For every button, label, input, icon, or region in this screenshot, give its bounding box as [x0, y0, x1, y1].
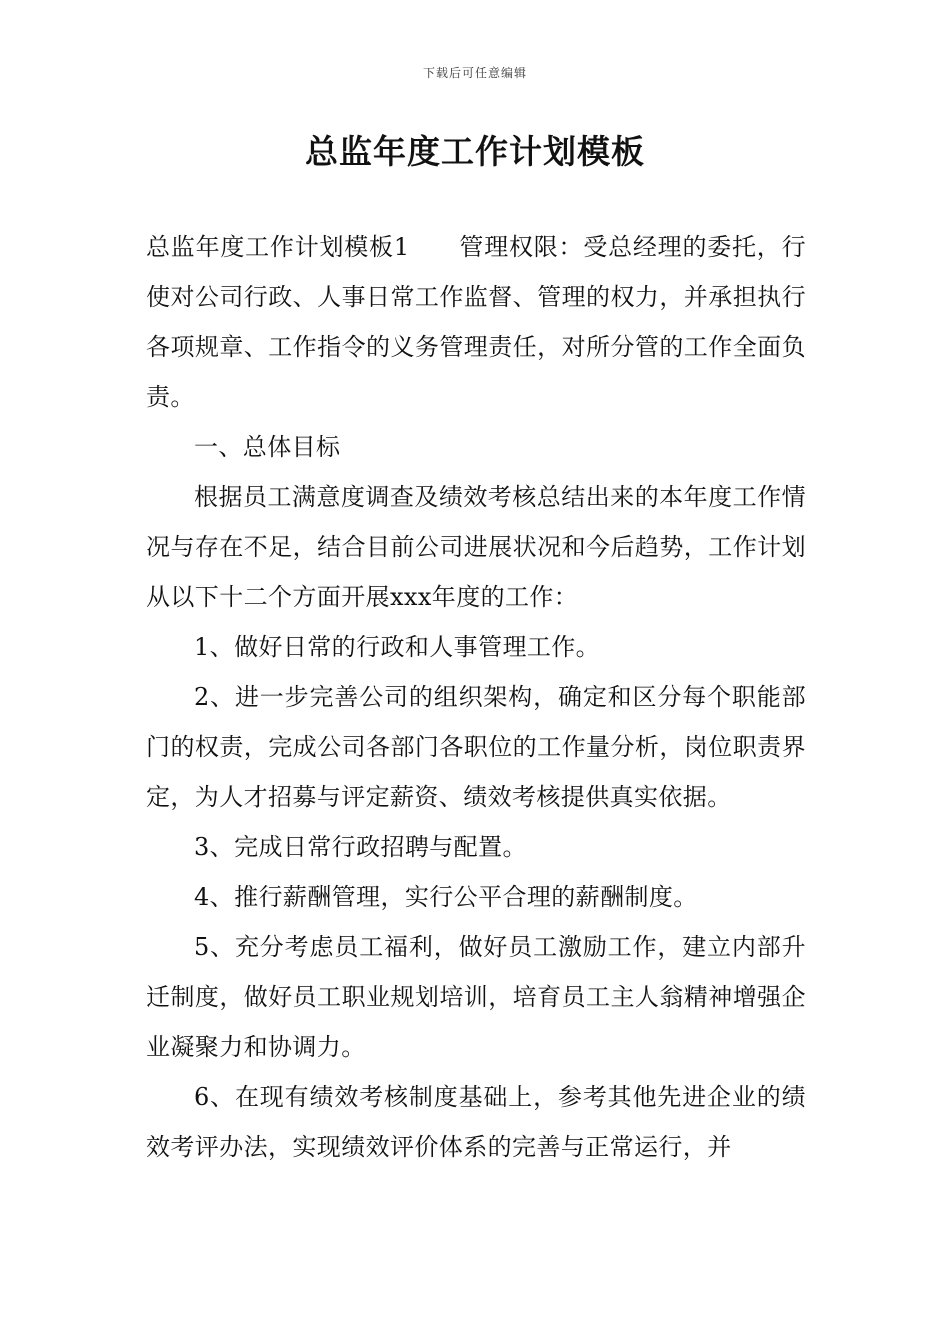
list-item: 4、推行薪酬管理，实行公平合理的薪酬制度。 [194, 883, 698, 911]
document-body [146, 222, 806, 1172]
list-item: 2、进一步完善公司的组织架构，确定和区分每个职能部门的权责，完成公司各部门各职位的工作量分析，岗位职责界定，为人才招募与评定薪资、绩效考核提供真实依据。 [146, 683, 806, 811]
list-item: 1、做好日常的行政和人事管理工作。 [194, 633, 601, 661]
paragraph: 根据员工满意度调查及绩效考核总结出来的本年度工作情况与存在不足，结合目前公司进展状况和今后趋势，工作计划从以下十二个方面开展xxx年度的工作： [146, 483, 806, 611]
paragraph: 总监年度工作计划模板1 管理权限：受总经理的委托，行使对公司行政、人事日常工作监督、管理的权力，并承担执行各项规章、工作指令的义务管理责任，对所分管的工作全面负责。 [146, 233, 806, 411]
section-heading: 一、总体目标 [194, 433, 341, 461]
header-note: 下载后可任意编辑 [422, 66, 527, 80]
list-item: 3、完成日常行政招聘与配置。 [194, 833, 527, 861]
list-item: 5、充分考虑员工福利，做好员工激励工作，建立内部升迁制度，做好员工职业规划培训，培育员工主人翁精神增强企业凝聚力和协调力。 [146, 933, 806, 1061]
document-title: 总监年度工作计划模板 [305, 132, 645, 171]
list-item: 6、在现有绩效考核制度基础上，参考其他先进企业的绩效考评办法，实现绩效评价体系的完善与正常运行，并 [146, 1083, 806, 1161]
